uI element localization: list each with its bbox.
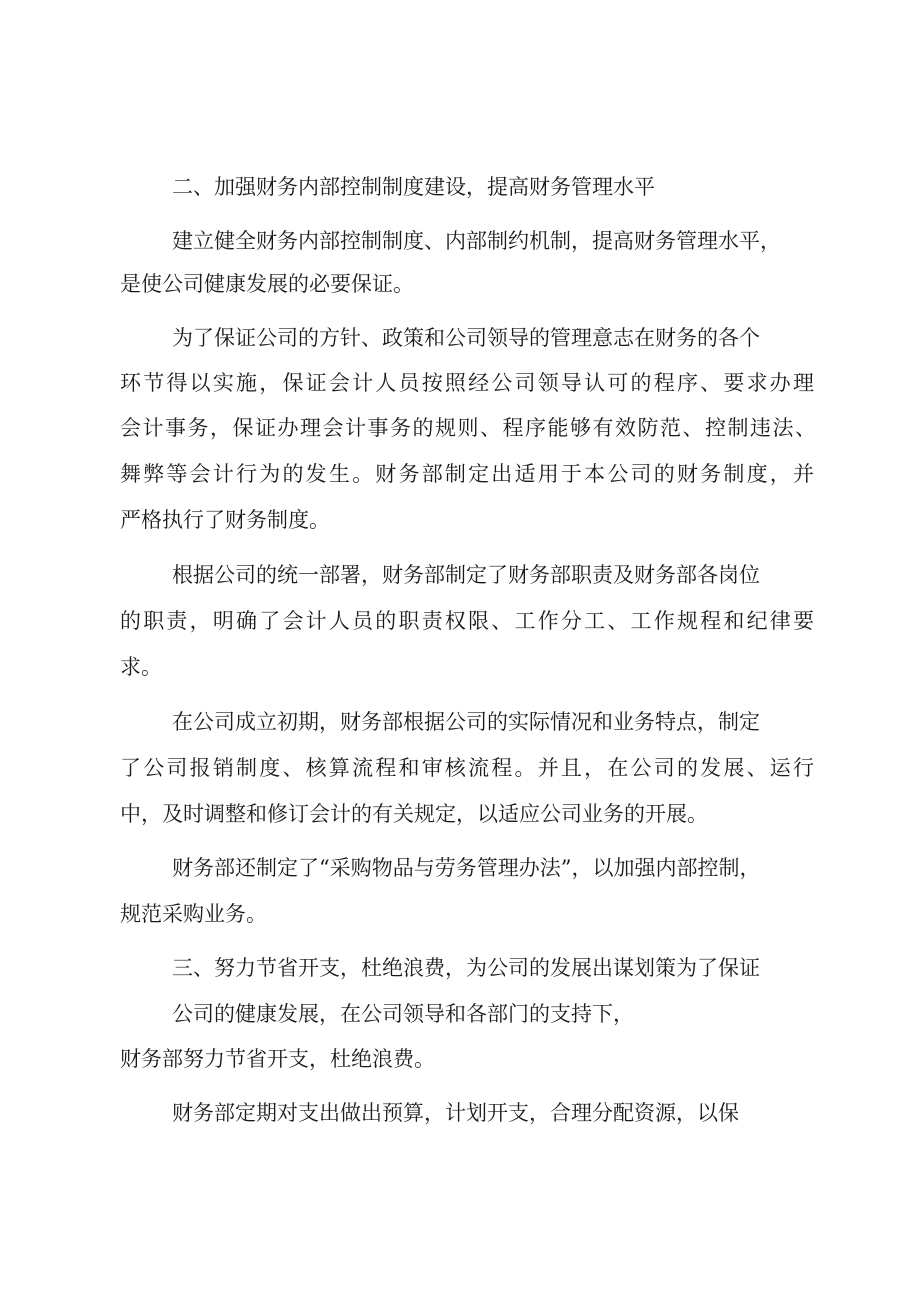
paragraph-line: 环节得以实施，保证会计人员按照经公司领导认可的程序、要求办理 [120,371,814,395]
paragraph-line: 在公司成立初期，财务部根据公司的实际情况和业务特点，制定 [172,710,760,734]
paragraph-line: 求。 [120,655,162,679]
paragraph-line: 建立健全财务内部控制制度、内部制约机制，提高财务管理水平， [172,229,781,253]
paragraph-line: 严格执行了财务制度。 [120,508,330,532]
paragraph-line: 财务部定期对支出做出预算，计划开支，合理分配资源，以保 [172,1101,739,1125]
paragraph-line: 是使公司健康发展的必要保证。 [120,272,414,296]
paragraph-line: 规范采购业务。 [120,902,267,926]
paragraph-line: 财务部还制定了“采购物品与劳务管理办法”，以加强内部控制， [172,856,761,880]
paragraph-line: 根据公司的统一部署，财务部制定了财务部职责及财务部各岗位 [172,563,760,587]
section-heading-3: 三、努力节省开支，杜绝浪费，为公司的发展出谋划策为了保证 [172,956,760,980]
paragraph-line: 公司的健康发展，在公司领导和各部门的支持下， [172,1002,634,1026]
paragraph-line: 财务部努力节省开支，杜绝浪费。 [120,1047,435,1071]
paragraph-line: 的职责，明确了会计人员的职责权限、工作分工、工作规程和纪律要 [120,609,814,633]
paragraph-line: 了公司报销制度、核算流程和审核流程。并且，在公司的发展、运行 [120,756,814,780]
paragraph-line: 会计事务，保证办理会计事务的规则、程序能够有效防范、控制违法、 [120,416,816,440]
paragraph-line: 舞弊等会计行为的发生。财务部制定出适用于本公司的财务制度，并 [120,462,814,486]
paragraph-line: 中，及时调整和修订会计的有关规定，以适应公司业务的开展。 [120,802,708,826]
section-heading-2: 二、加强财务内部控制制度建设，提高财务管理水平 [172,175,655,199]
paragraph-line: 为了保证公司的方针、政策和公司领导的管理意志在财务的各个 [172,326,760,350]
